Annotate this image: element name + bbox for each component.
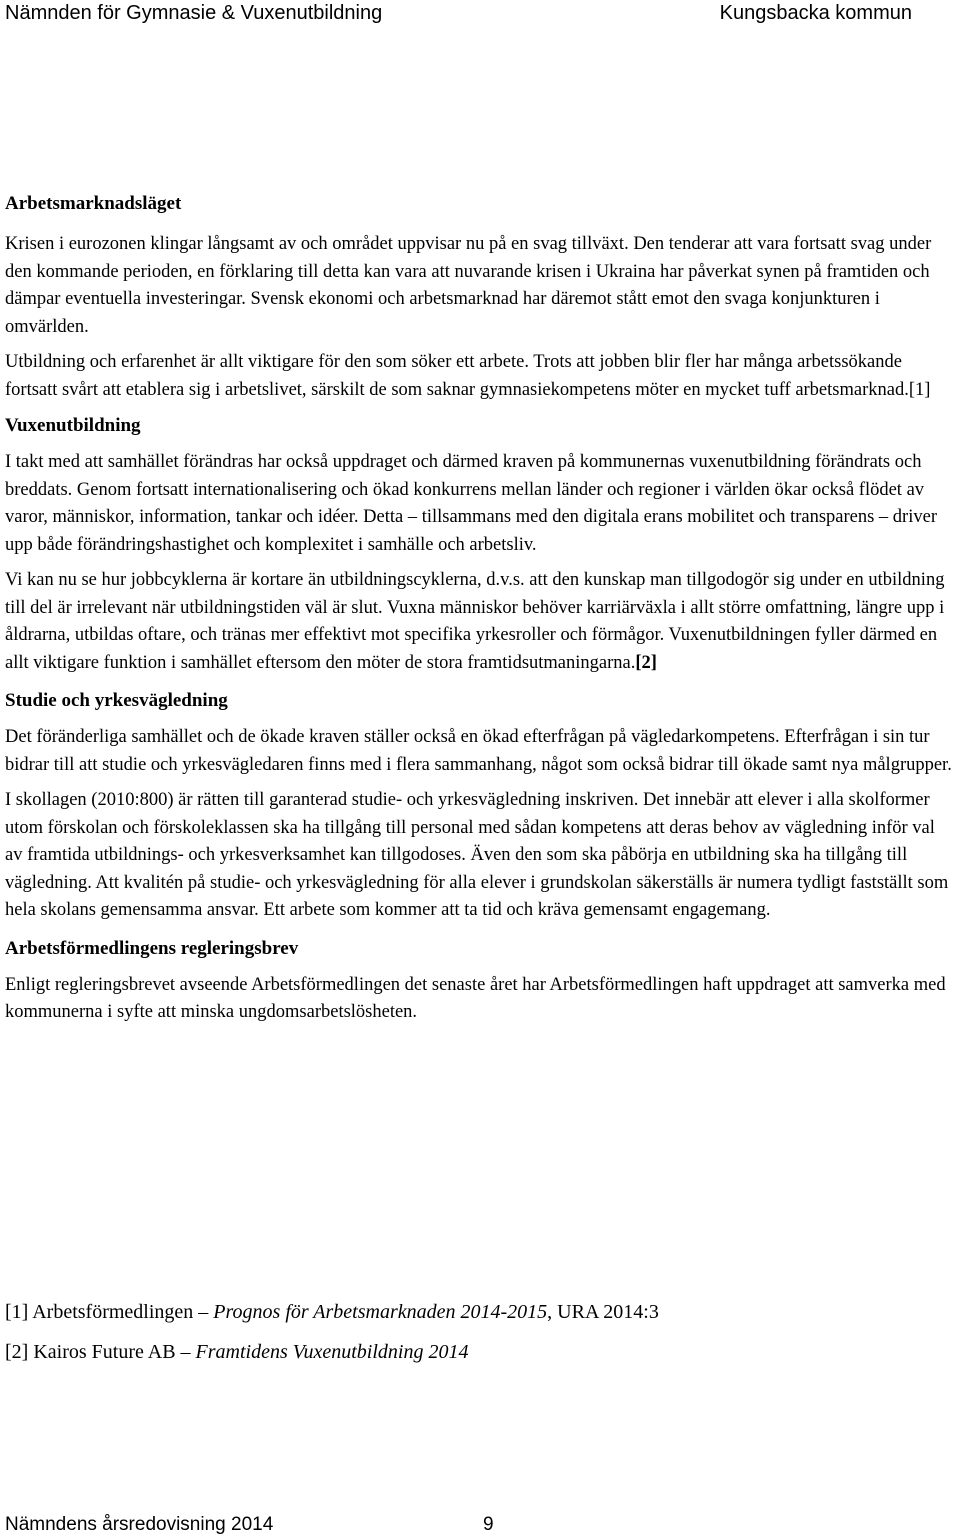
footer-report-title: Nämndens årsredovisning 2014 [5, 1514, 274, 1535]
heading-arbetsformedlingens-regleringsbrev: Arbetsförmedlingens regleringsbrev [5, 937, 299, 959]
paragraph: I takt med att samhället förändras har också uppdraget och därmed kraven på kommunernas vuxenutbildning förändrats och breddats. Genom fortsatt internationalisering och ökad konkurrens mellan länder och regioner i världen ökar också flödet av varor, människor, information, tankar och idéer. Detta – tillsammans med den digitala erans mobilitet och transparens – driver upp både förändringshastighet och komplexitet i samhälle och arbetsliv. [5, 452, 937, 555]
paragraph-text: Vi kan nu se hur jobbcyklerna är kortare än utbildningscyklerna, d.v.s. att den kunskap man tillgodogör sig under en utbildning till del är irrelevant när utbildningstiden väl är slut. Vuxna människor behöver karriärväxla i allt större omfattning, längre upp i åldrarna, utbildas oftare, och tränas mer effektivt mot specifika yrkesroller och förmågor. Vuxenutbildningen fyller därmed en allt viktigare funktion i samhället eftersom den möter de stora framtidsutmaningarna. [5, 570, 945, 673]
heading-arbetsmarknadslaget: Arbetsmarknadsläget [5, 193, 182, 214]
paragraph: I skollagen (2010:800) är rätten till garanterad studie- och yrkesvägledning inskriven. Det innebär att elever i alla skolformer utom förskolan och förskoleklassen ska ha tillgång till personal med sådan kompetens att deras behov av vägledning inför val av framtida utbildnings- och yrkesverksamhet kan tillgodoses. Även den som ska påbörja en utbildning ska ha tillgång till vägledning. Att kvalitén på studie- och yrkesvägledning för alla elever i grundskolan säkerställs är numera tydligt fastställt som hela skolans gemensamma ansvar. Ett arbete som kommer att ta tid och kräva gemensamt engagemang. [5, 790, 949, 920]
footnote-title: Framtidens Vuxenutbildning 2014 [195, 1341, 469, 1363]
footnotes [5, 1297, 659, 1377]
paragraph: Utbildning och erfarenhet är allt viktigare för den som söker ett arbete. Trots att jobben blir fler har många arbetssökande fortsatt svårt att etablera sig i arbetslivet, särskilt de som saknar gymnasiekompetens möter en mycket tuff arbetsmarknad.[1] [5, 352, 931, 400]
footnote-1: [1] Arbetsförmedlingen – Prognos för Arbetsmarknaden 2014-2015, URA 2014:3 [5, 1301, 659, 1323]
heading-studie-och-yrkesvagledning: Studie och yrkesvägledning [5, 690, 228, 711]
footnote-title: Prognos för Arbetsmarknaden 2014-2015 [213, 1301, 548, 1323]
document-body [5, 190, 953, 1027]
footnote-ref: [2] [635, 652, 657, 673]
paragraph [5, 567, 953, 677]
paragraph: Det föränderliga samhället och de ökade kraven ställer också en ökad efterfrågan på vägledarkompetens. Efterfrågan i sin tur bidrar till att studie och yrkesvägledaren finns med i flera sammanhang, något som också bidrar till ökade samt nya målgrupper. [5, 727, 952, 775]
page-number: 9 [483, 1514, 494, 1535]
header-municipality: Kungsbacka kommun [719, 2, 912, 24]
paragraph: Enligt regleringsbrevet avseende Arbetsförmedlingen det senaste året har Arbetsförmedlingen haft uppdraget att samverka med kommunerna i syfte att minska ungdomsarbetslösheten. [5, 974, 946, 1022]
heading-vuxenutbildning: Vuxenutbildning [5, 415, 141, 436]
paragraph: Krisen i eurozonen klingar långsamt av och området uppvisar nu på en svag tillväxt. Den tenderar att vara fortsatt svag under den kommande perioden, en förklaring till detta kan vara att nuvarande krisen i Ukraina har påverkat synen på framtiden och dämpar eventuella investeringar. Svensk ekonomi och arbetsmarknad har däremot stått emot den svaga konjunkturen i omvärlden. [5, 234, 932, 337]
footnote-2: [2] Kairos Future AB – Framtidens Vuxenutbildning 2014 [5, 1341, 469, 1363]
header-org-name: Nämnden för Gymnasie & Vuxenutbildning [5, 2, 383, 24]
